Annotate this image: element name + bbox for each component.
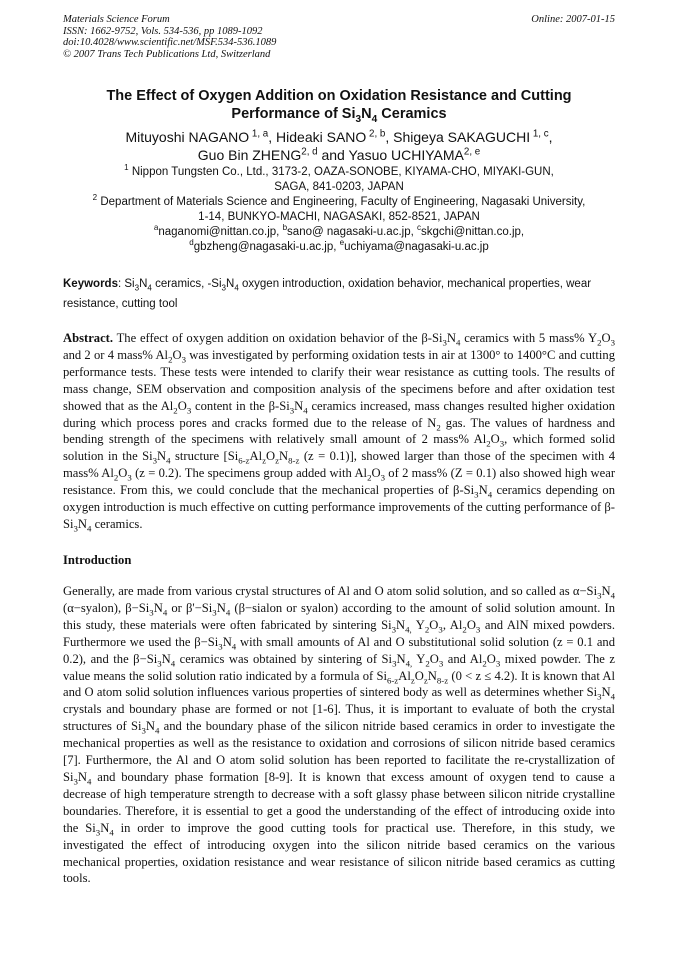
running-header [63,14,615,60]
online-date: Online: 2007-01-15 [531,14,615,25]
journal-name: Materials Science Forum [63,14,170,25]
affiliation-1: $^1$ Nippon Tungsten Co., Ltd., 3173-2, OAZA-SONOBE, KIYAMA-CHO, MIYAKI-GUN, SAGA, 841-0203, JAPAN [124,163,554,193]
author-emails: $^a$naganomi@nittan.co.jp, $^b$sano@ nagasaki-u.ac.jp, $^c$skgchi@nittan.co.jp, $^d$gbzheng@nagasaki-u.ac.jp, $^e$uchiyama@nagasaki-u.ac.jp [153,223,525,253]
doi: doi:10.4028/www.scientific.net/MSF.534-536.1089 [63,37,277,48]
paper-title: The Effect of Oxygen Addition on Oxidation Resistance and Cutting Performance of $Si_3N_4$ Ceramics [106,88,572,125]
copyright: © 2007 Trans Tech Publications Ltd, Switzerland [63,48,271,60]
issn: ISSN: 1662-9752, Vols. 534-536, pp 1089-1092 [63,25,263,37]
author-list: Mituyoshi NAGANO $^{1, a}$, Hideaki SANO $^{2, b}$, Shigeya SAKAGUCHI $^{1, c}$, Guo Bin ZHENG$^{2, d}$ and Yasuo UCHIYAMA$^{2, e}$ [125,128,553,163]
affiliation-2: $^2$ Department of Materials Science and Engineering, Faculty of Engineering, Nagasaki University, 1-14, BUNKYO-MACHI, NAGASAKI, 852-8521, JAPAN [92,193,586,223]
abstract-label: Abstract. [63,331,114,345]
keywords-label: Keywords [63,278,118,290]
keywords: Keywords: $Si_3N_4$ ceramics, $-Si_3N_4$ oxygen introduction, oxidation behavior, mechanical properties, wear resistance, cutting tool [63,278,592,310]
introduction-paragraph: Generally, are made from various crystal structures of Al and O atom solid solution, and so called as $\alpha-Si_3N_4$ (α−syalon), $\beta-Si_3N_4$ or $\beta'-Si_3N_4$ (β−sialon or syalon) according to the amount of solid solution amount. In this study, these materials were often fabricated by sintering $Si_3N_{4,}$ $Y_2O_3$, $Al_2O_3$ and AlN mixed powders. Furthermore we used the $\beta-Si_3N_4$ with small amounts of Al and O substitutional solid solution (z = 0.1 and 0.2), and the $\beta-Si_3N_4$ ceramics was obtained by sintering of $Si_3N_{4,}$ $Y_2O_3$ and $Al_2O_3$ mixed powder. The z value means the solid solution ratio indicated by a formula of $Si_{6-z}Al_zO_zN_{8-z}$ (0 < z ≤ 4.2). It is known that Al and O atom solid solution influences various properties of sintered body as well as determines whether $Si_3N_4$ crystals and boundary phase are formed or not [1-6]. Thus, it is important to evaluate of both the crystal structures of $Si_3N_4$ and the boundary phase of the silicon nitride based ceramics in order to investigate the mechanical properties as well as the resistance to oxidation and corrosions of silicon nitride based ceramics [7]. Furthermore, the Al and O atom solid solution has been reported to facilitate the re-crystallization of $Si_3N_4$ and boundary phase formation [8-9]. It is known that excess amount of oxygen tend to cause a decrease of high temperature strength to decrease with a soft glassy phase between silicon nitride crystalline boundaries. Therefore, it is essential to get a good the understanding of the effect of introducing oxide into the $Si_3N_4$ in order to improve the good cutting tools for practical use. Therefore, in this study, we investigated the effect of introducing oxygen into the silicon nitride based ceramics on the various mechanical properties, oxidation resistance and wear resistance of silicon nitride based ceramics as cutting tools. [63,584,616,886]
abstract: Abstract. The effect of oxygen addition on oxidation behavior of the $\beta-Si_3N_4$ ceramics with 5 mass% $Y_2O_3$ and 2 or 4 mass% $Al_2O_3$ was investigated by performing oxidation tests in air at 1300° to 1400°C and cutting performance tests. These tests were intended to clarify their wear resistance as cutting tools. The results of mass change, SEM observation and composition analysis of the specimens before and after oxidation test showed that as the $Al_2O_3$ content in the $\beta-Si_3N_4$ ceramics increased, mass changes resulted higher oxidation during which process pores and cracks formed due to the release of $N_2$ gas. The values of hardness and bending strength of the specimens with relatively small amount of 2 mass% $Al_2O_3$, which formed solid solution in the $Si_3N_4$ structure [$Si_{6-z}Al_zO_zN_{8-z}$ (z = 0.1)], showed larger than those of the specimen with 4 mass% $Al_2O_3$ (z = 0.2). The specimens group added with $Al_2O_3$ of 2 mass% (Z = 0.1) also showed high wear resistance. From this, we could conclude that the mechanical properties of $\beta-Si_3N_4$ ceramics depending on oxygen introduction is much effective on cutting performance improvements of the cutting performance of $\beta-Si_3N_4$ ceramics. [63,331,616,534]
section-heading-introduction: Introduction [63,553,132,567]
